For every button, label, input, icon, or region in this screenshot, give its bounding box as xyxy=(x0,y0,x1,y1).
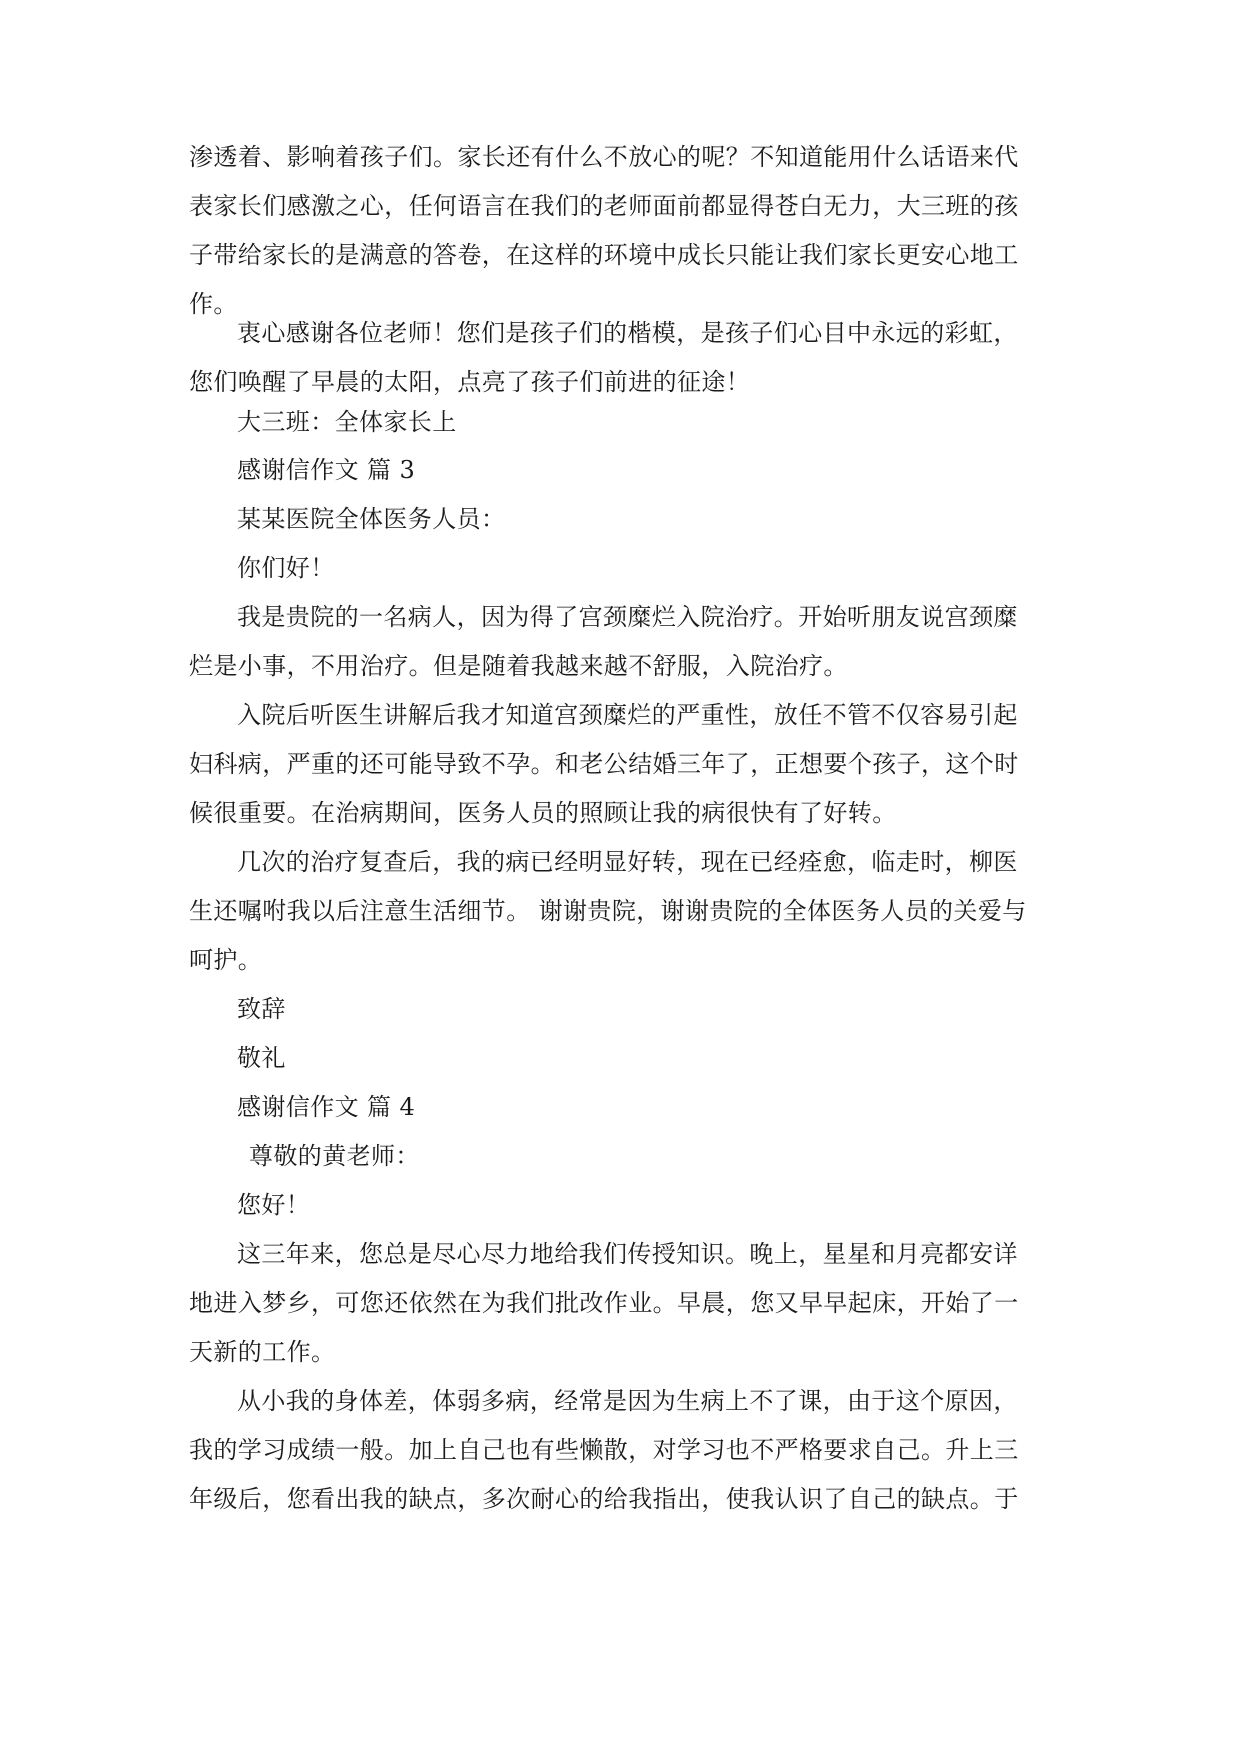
text-line: 烂是小事，不用治疗。但是随着我越来越不舒服，入院治疗。 xyxy=(189,652,848,680)
text-line: 表家长们感激之心，任何语言在我们的老师面前都显得苍白无力，大三班的孩 xyxy=(189,192,1019,220)
closing-zhici xyxy=(189,985,1069,1034)
text-line: 我的学习成绩一般。加上自己也有些懒散，对学习也不严格要求自己。升上三 xyxy=(189,1436,1019,1464)
text-line: 尊敬的黄老师： xyxy=(249,1142,420,1170)
text-line: 感谢信作文 篇 3 xyxy=(237,456,416,484)
text-line: 天新的工作。 xyxy=(189,1338,336,1366)
text-line: 致辞 xyxy=(237,995,286,1023)
text-line: 你们好！ xyxy=(237,554,335,582)
para-childhood xyxy=(189,1377,1069,1524)
text-line: 年级后，您看出我的缺点，多次耐心的给我指出，使我认识了自己的缺点。于 xyxy=(189,1485,1019,1513)
heading-essay-4 xyxy=(189,1083,1069,1132)
signature-class xyxy=(189,398,1069,447)
text-line: 您好！ xyxy=(237,1191,311,1219)
text-line: 大三班：全体家长上 xyxy=(237,408,457,436)
para-doctor-explained xyxy=(189,691,1069,838)
salutation-hospital xyxy=(189,495,1069,544)
text-line: 从小我的身体差，体弱多病，经常是因为生病上不了课，由于这个原因， xyxy=(237,1387,1018,1415)
text-line: 地进入梦乡，可您还依然在为我们批改作业。早晨，您又早早起床，开始了一 xyxy=(189,1289,1019,1317)
text-line: 您们唤醒了早晨的太阳，点亮了孩子们前进的征途！ xyxy=(189,368,751,396)
para-patient-intro xyxy=(189,593,1069,691)
para-three-years xyxy=(189,1230,1069,1377)
closing-jingli xyxy=(189,1034,1069,1083)
text-line: 子带给家长的是满意的答卷，在这样的环境中成长只能让我们家长更安心地工 xyxy=(189,241,1019,269)
text-line: 几次的治疗复查后，我的病已经明显好转，现在已经痊愈，临走时，柳医 xyxy=(237,848,1018,876)
heading-essay-3 xyxy=(189,446,1069,495)
para-thanks-teachers xyxy=(189,309,1069,407)
salutation-teacher-huang xyxy=(189,1132,1069,1181)
greeting-hello xyxy=(189,544,1069,593)
text-line: 这三年来，您总是尽心尽力地给我们传授知识。晚上，星星和月亮都安详 xyxy=(237,1240,1018,1268)
text-line: 敬礼 xyxy=(237,1044,286,1072)
text-line: 生还嘱咐我以后注意生活细节。 谢谢贵院，谢谢贵院的全体医务人员的关爱与 xyxy=(189,897,1027,925)
text-line: 入院后听医生讲解后我才知道宫颈糜烂的严重性，放任不管不仅容易引起 xyxy=(237,701,1018,729)
text-line: 感谢信作文 篇 4 xyxy=(237,1093,416,1121)
para-recovered xyxy=(189,838,1069,985)
text-line: 呵护。 xyxy=(189,946,263,974)
text-line: 作。 xyxy=(189,290,238,318)
text-line: 某某医院全体医务人员： xyxy=(237,505,506,533)
text-line: 衷心感谢各位老师！您们是孩子们的楷模，是孩子们心目中永远的彩虹， xyxy=(237,319,1018,347)
text-line: 我是贵院的一名病人，因为得了宫颈糜烂入院治疗。开始听朋友说宫颈糜 xyxy=(237,603,1018,631)
text-line: 妇科病，严重的还可能导致不孕。和老公结婚三年了，正想要个孩子，这个时 xyxy=(189,750,1019,778)
text-line: 候很重要。在治病期间，医务人员的照顾让我的病很快有了好转。 xyxy=(189,799,897,827)
text-line: 渗透着、影响着孩子们。家长还有什么不放心的呢？不知道能用什么话语来代 xyxy=(189,143,1019,171)
greeting-nin-hao xyxy=(189,1181,1069,1230)
para-continuation xyxy=(189,133,1069,329)
